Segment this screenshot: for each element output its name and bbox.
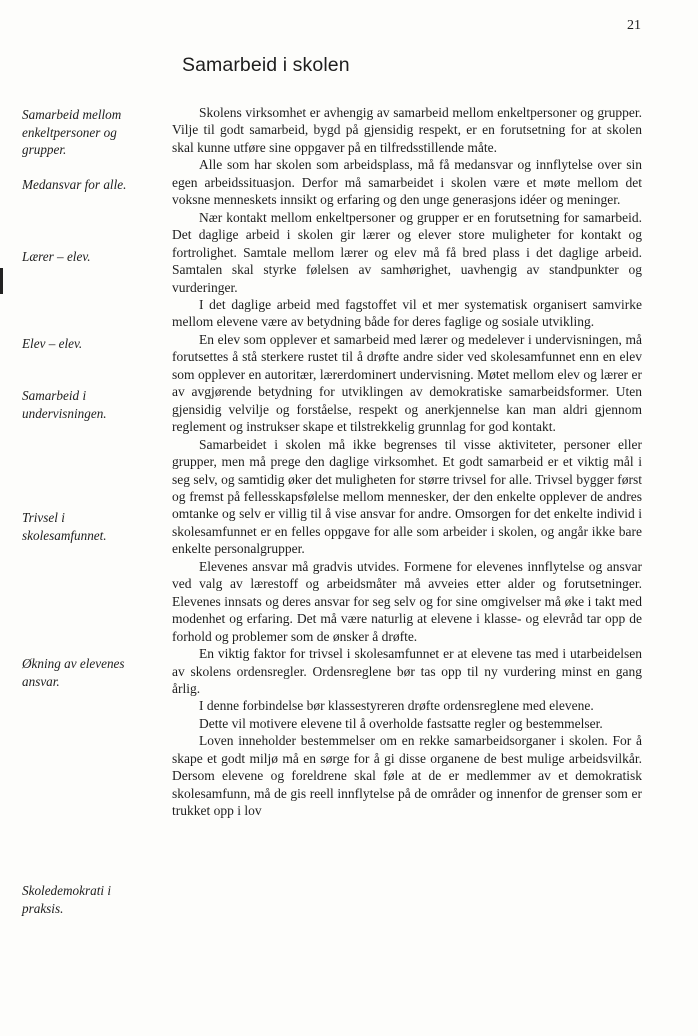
margin-note-samarbeid-grupper: Samarbeid mellom enkeltpersoner og grupper. xyxy=(22,107,122,157)
paragraph: En viktig faktor for trivsel i skolesamfunnet er at elevene tas med i utarbeidelsen av skolens ordensregler. Ordensreglene bør tas opp til ny vurdering minst en gang årlig. xyxy=(172,646,642,696)
margin-note-undervisning: Samarbeid i undervisningen. xyxy=(22,388,107,421)
margin-note-skoledemokrati: Skoledemokrati i praksis. xyxy=(22,883,111,916)
margin-note-medansvar: Medansvar for alle. xyxy=(22,177,127,192)
margin-note-elevenes-ansvar: Økning av elevenes ansvar. xyxy=(22,656,125,689)
paragraph: En elev som opplever et samarbeid med lærer og medelever i undervisningen, må forutsettes å stå sterkere rustet til å drøfte andre sider ved skolesamfunnet enn en elev som opplever en autoritær, lærerdominert undervisning. Møtet mellom elev og lærer er av avgjørende betydning for utviklingen av demokratiske samarbeidsformer. Uten gjensidig velvilje og forståelse, respekt og anerkjennelse kan man aldri gjennom reglement og instrukser skape et tilstrekkelig grunnlag for god kontakt. xyxy=(172,331,642,435)
margin-note-laerer-elev: Lærer – elev. xyxy=(22,249,91,264)
paragraph: Alle som har skolen som arbeidsplass, må få medansvar og innflytelse over sin egen arbeidssituasjon. Derfor må samarbeidet i skolen være et møte mellom det voksne menneskets innsikt og erfaring og den unge generasjons idéer og meninger. xyxy=(172,157,642,208)
paragraph: Samarbeidet i skolen må ikke begrenses til visse aktiviteter, personer eller grupper, men må prege den daglige virksomhet. Et godt samarbeid er et viktig mål i seg selv, og samtidig øker det muligheten for større trivsel for alle. Trivsel bygger først og fremst på fellesskapsfølelse mellom mennesker, der den enkelte opplever de andres omtanke og selv er villig til å vise ansvar for andre. Omsorgen for det enkelte individ i skolesamfunnet er en felles oppgave for alle som arbeider i skolen, og angår ikke bare enkelte personalgrupper. xyxy=(172,436,642,557)
paragraph: Dette vil motivere elevene til å overholde fastsatte regler og bestemmelser. xyxy=(199,715,603,731)
page-title: Samarbeid i skolen xyxy=(182,54,350,76)
paragraph: I denne forbindelse bør klassestyreren drøfte ordensreglene med elevene. xyxy=(199,698,594,714)
scan-edge-mark xyxy=(0,268,3,294)
page-number: 21 xyxy=(627,18,641,33)
paragraph: Nær kontakt mellom enkeltpersoner og grupper er en forutsetning for samarbeid. Det daglige arbeid i skolen gir lærer og elever store muligheter for kontakt og fortrolighet. Samtale mellom lærer og elev må få bred plass i det daglige arbeid. Samtalen skal styrke følelsen av samhørighet, uavhengig av standpunkter og vurderinger. xyxy=(172,209,642,295)
paragraph: Loven inneholder bestemmelser om en rekke samarbeidsorganer i skolen. For å skape et godt miljø må en sørge for å gi disse organene de best mulige arbeidsvilkår. Dersom elevene og foreldrene skal føle at de er medlemmer av et demokratisk skolesamfunn, må de gis reell innflytelse på de områder og innenfor de grenser som er trukket opp i lov xyxy=(172,733,642,819)
paragraph: Elevenes ansvar må gradvis utvides. Formene for elevenes innflytelse og ansvar ved valg av lærestoff og arbeidsmåter må avveies etter alder og forutsetninger. Elevenes innsats og deres ansvar for seg selv og for sine omgivelser må øke i takt med modenhet og erfaring. Det må være naturlig at elevene i klasse- og elevråd tar opp de forhold og problemer som de ønsker å drøfte. xyxy=(172,558,642,644)
margin-note-trivsel: Trivsel i skolesamfunnet. xyxy=(22,510,107,543)
paragraph: I det daglige arbeid med fagstoffet vil et mer systematisk organisert samvirke mellom elevene være av betydning både for deres faglige og sosiale utvikling. xyxy=(172,296,642,330)
paragraph: Skolens virksomhet er avhengig av samarbeid mellom enkeltpersoner og grupper. Vilje til godt samarbeid, bygd på gjensidig respekt, er en forutsetning for at skolen skal kunne utføre sine oppgaver på en tilfredsstillende måte. xyxy=(172,105,642,155)
margin-note-elev-elev: Elev – elev. xyxy=(22,336,83,351)
body-text xyxy=(172,104,642,820)
